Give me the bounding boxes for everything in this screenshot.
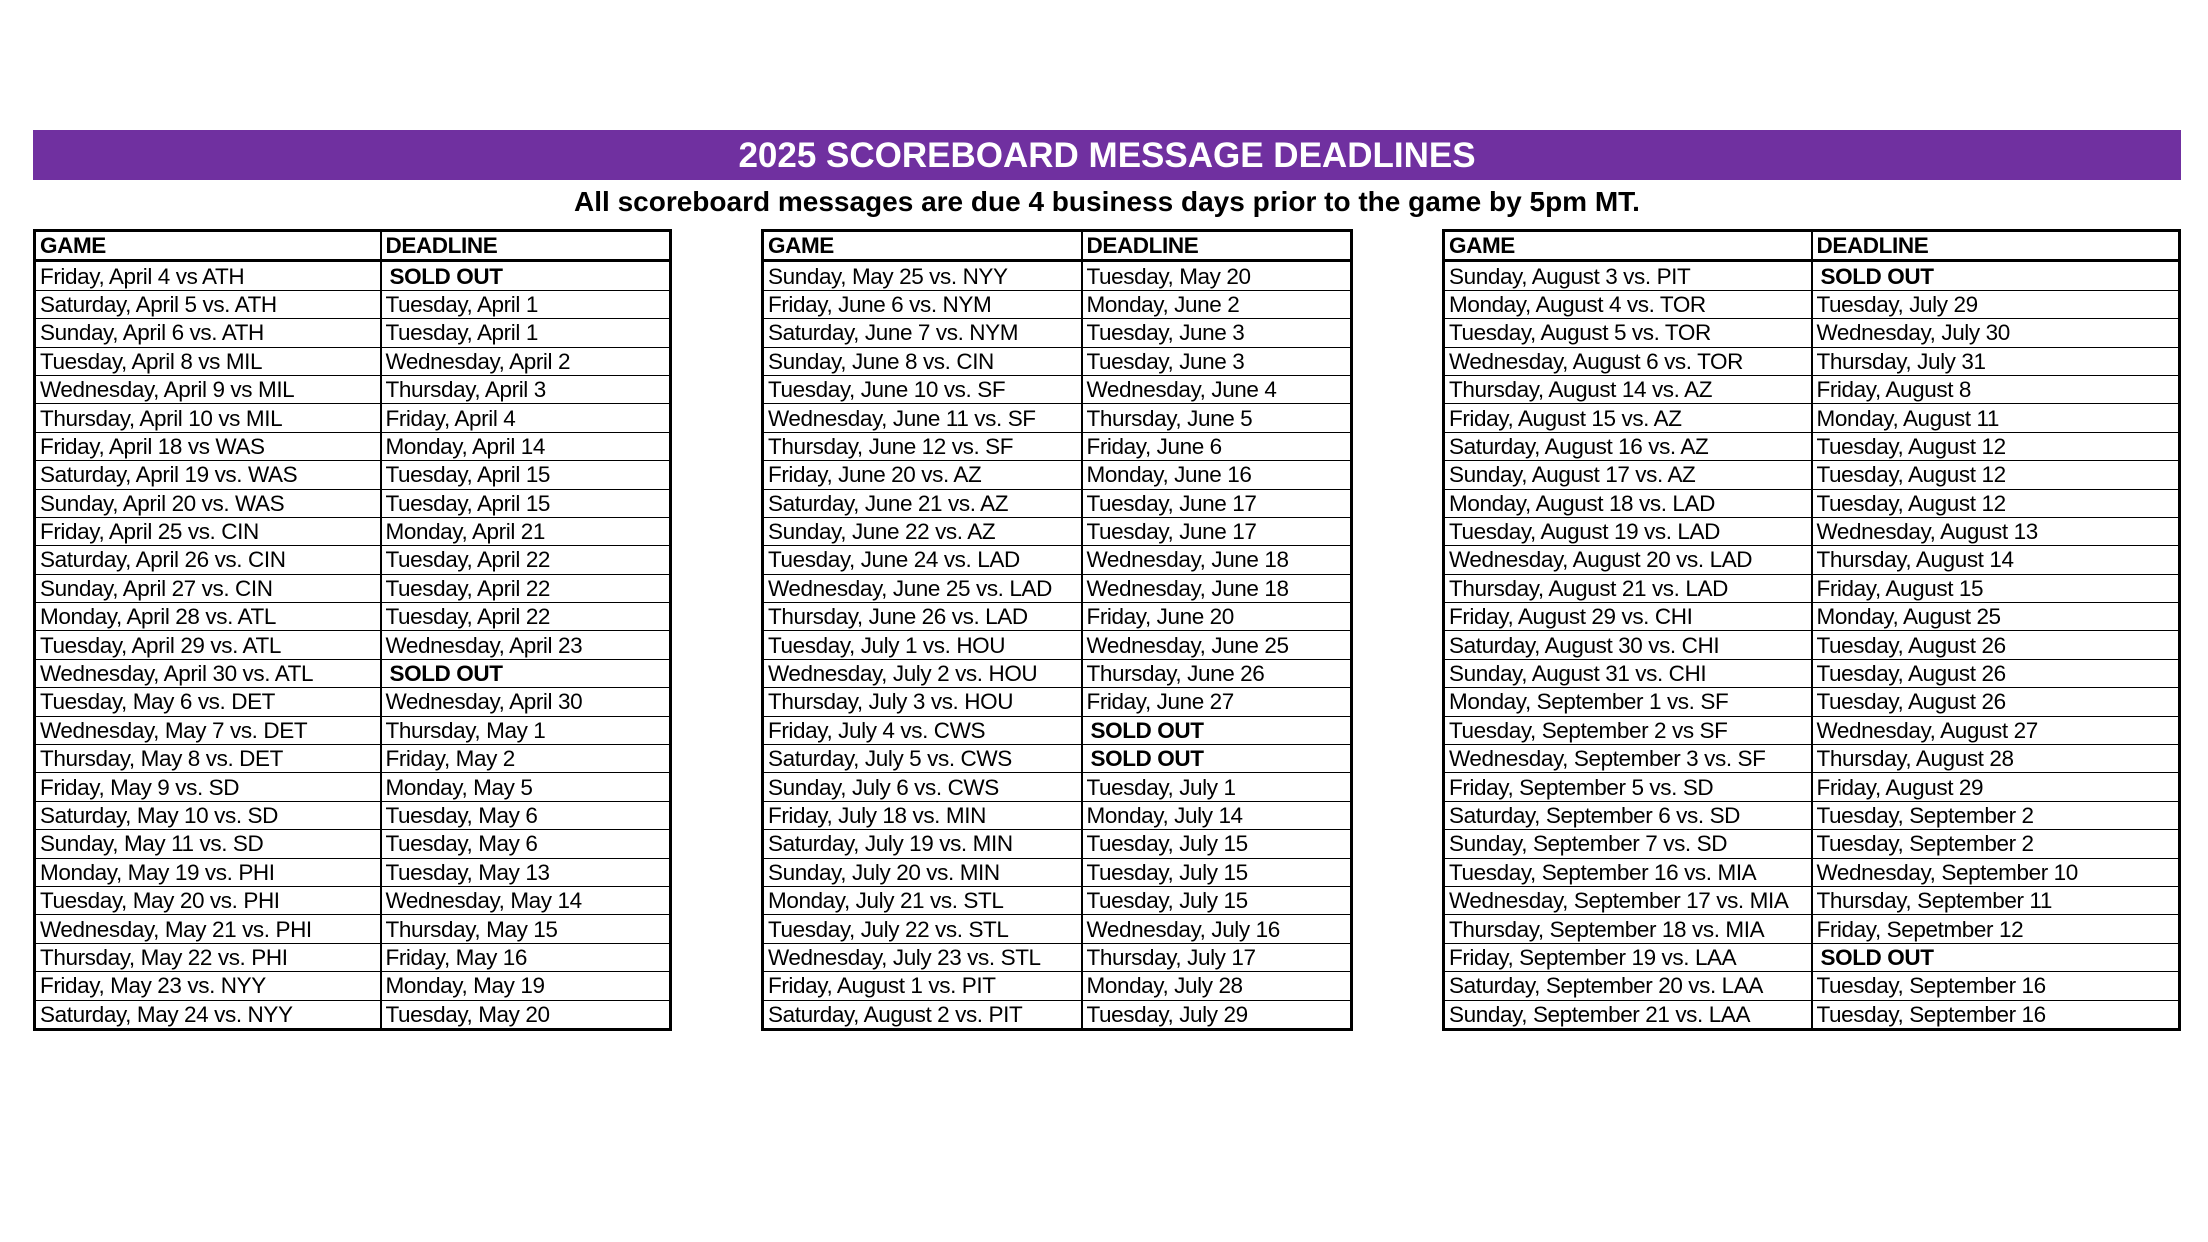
deadline-cell: Thursday, August 28 <box>1812 745 2180 773</box>
deadline-cell: Monday, May 5 <box>381 773 671 801</box>
table-row <box>1444 858 2180 886</box>
deadline-cell: Friday, June 27 <box>1082 688 1352 716</box>
game-cell: Wednesday, June 25 vs. LAD <box>763 574 1082 602</box>
table-row <box>35 773 671 801</box>
deadline-cell: Monday, August 25 <box>1812 603 2180 631</box>
table-row <box>1444 461 2180 489</box>
game-cell: Sunday, August 3 vs. PIT <box>1444 261 1812 290</box>
sold-out-cell: SOLD OUT <box>1082 745 1352 773</box>
table-row <box>1444 972 2180 1000</box>
column-header-deadline: DEADLINE <box>381 231 671 261</box>
deadline-cell: Tuesday, July 29 <box>1812 290 2180 318</box>
deadline-cell: Tuesday, September 16 <box>1812 972 2180 1000</box>
game-cell: Saturday, August 30 vs. CHI <box>1444 631 1812 659</box>
game-cell: Thursday, May 22 vs. PHI <box>35 943 381 971</box>
table-row <box>35 375 671 403</box>
deadline-cell: Friday, Sepetmber 12 <box>1812 915 2180 943</box>
table-row <box>763 375 1352 403</box>
game-cell: Wednesday, May 21 vs. PHI <box>35 915 381 943</box>
deadline-cell: Tuesday, September 2 <box>1812 830 2180 858</box>
game-cell: Wednesday, July 2 vs. HOU <box>763 659 1082 687</box>
game-cell: Saturday, September 20 vs. LAA <box>1444 972 1812 1000</box>
table-row <box>763 659 1352 687</box>
table-row <box>35 461 671 489</box>
game-cell: Friday, June 6 vs. NYM <box>763 290 1082 318</box>
table-row <box>35 517 671 545</box>
game-cell: Saturday, August 16 vs. AZ <box>1444 432 1812 460</box>
deadline-cell: Tuesday, July 15 <box>1082 886 1352 914</box>
column-header-deadline: DEADLINE <box>1082 231 1352 261</box>
deadline-cell: Wednesday, June 4 <box>1082 375 1352 403</box>
table-row <box>763 489 1352 517</box>
deadline-cell: Wednesday, May 14 <box>381 886 671 914</box>
game-cell: Monday, July 21 vs. STL <box>763 886 1082 914</box>
sold-out-cell: SOLD OUT <box>381 261 671 290</box>
game-cell: Saturday, June 21 vs. AZ <box>763 489 1082 517</box>
game-cell: Saturday, September 6 vs. SD <box>1444 801 1812 829</box>
table-row <box>1444 574 2180 602</box>
deadline-cell: Thursday, April 3 <box>381 375 671 403</box>
game-cell: Wednesday, May 7 vs. DET <box>35 716 381 744</box>
deadline-cell: Monday, July 28 <box>1082 972 1352 1000</box>
deadline-cell: Friday, August 8 <box>1812 375 2180 403</box>
table-row <box>763 801 1352 829</box>
game-cell: Wednesday, September 3 vs. SF <box>1444 745 1812 773</box>
game-cell: Tuesday, July 22 vs. STL <box>763 915 1082 943</box>
deadline-cell: Tuesday, August 12 <box>1812 489 2180 517</box>
game-cell: Saturday, July 5 vs. CWS <box>763 745 1082 773</box>
table-row <box>1444 432 2180 460</box>
column-header-game: GAME <box>35 231 381 261</box>
game-cell: Tuesday, September 16 vs. MIA <box>1444 858 1812 886</box>
table-row <box>1444 886 2180 914</box>
game-cell: Sunday, May 11 vs. SD <box>35 830 381 858</box>
deadline-cell: Thursday, August 14 <box>1812 546 2180 574</box>
table-row <box>763 773 1352 801</box>
deadline-cell: Monday, May 19 <box>381 972 671 1000</box>
table-row <box>763 546 1352 574</box>
table-row <box>763 745 1352 773</box>
table-row <box>35 745 671 773</box>
column-header-game: GAME <box>763 231 1082 261</box>
table-row <box>35 1000 671 1029</box>
table-row <box>1444 290 2180 318</box>
game-cell: Tuesday, September 2 vs SF <box>1444 716 1812 744</box>
table-row <box>763 972 1352 1000</box>
deadline-cell: Tuesday, April 1 <box>381 290 671 318</box>
deadline-cell: Monday, June 2 <box>1082 290 1352 318</box>
table-row <box>1444 943 2180 971</box>
game-cell: Friday, April 18 vs WAS <box>35 432 381 460</box>
table-row <box>763 915 1352 943</box>
game-cell: Tuesday, August 19 vs. LAD <box>1444 517 1812 545</box>
deadline-cell: Tuesday, May 20 <box>381 1000 671 1029</box>
game-cell: Sunday, May 25 vs. NYY <box>763 261 1082 290</box>
deadline-cell: Wednesday, April 23 <box>381 631 671 659</box>
table-row <box>1444 319 2180 347</box>
game-cell: Thursday, June 26 vs. LAD <box>763 603 1082 631</box>
table-row <box>1444 517 2180 545</box>
table-row <box>763 319 1352 347</box>
deadline-cell: Tuesday, July 29 <box>1082 1000 1352 1029</box>
game-cell: Wednesday, June 11 vs. SF <box>763 404 1082 432</box>
game-cell: Tuesday, July 1 vs. HOU <box>763 631 1082 659</box>
game-cell: Thursday, June 12 vs. SF <box>763 432 1082 460</box>
deadline-cell: Friday, June 20 <box>1082 603 1352 631</box>
game-cell: Saturday, May 10 vs. SD <box>35 801 381 829</box>
page-subtitle: All scoreboard messages are due 4 business days prior to the game by 5pm MT. <box>574 186 1640 217</box>
table-row <box>763 603 1352 631</box>
deadline-cell: Monday, July 14 <box>1082 801 1352 829</box>
sold-out-cell: SOLD OUT <box>1812 943 2180 971</box>
deadline-cell: Wednesday, June 18 <box>1082 574 1352 602</box>
table-row <box>1444 688 2180 716</box>
game-cell: Sunday, April 27 vs. CIN <box>35 574 381 602</box>
game-cell: Monday, April 28 vs. ATL <box>35 603 381 631</box>
table-row <box>763 943 1352 971</box>
game-cell: Sunday, April 6 vs. ATH <box>35 319 381 347</box>
deadline-cell: Tuesday, May 6 <box>381 801 671 829</box>
table-row <box>763 1000 1352 1029</box>
table-row <box>1444 546 2180 574</box>
deadline-cell: Tuesday, August 12 <box>1812 461 2180 489</box>
table-row <box>35 319 671 347</box>
table-row <box>35 659 671 687</box>
game-cell: Sunday, August 31 vs. CHI <box>1444 659 1812 687</box>
table-row <box>35 261 671 290</box>
deadline-cell: Tuesday, June 17 <box>1082 517 1352 545</box>
deadline-cell: Tuesday, April 1 <box>381 319 671 347</box>
table-row <box>35 858 671 886</box>
game-cell: Friday, April 25 vs. CIN <box>35 517 381 545</box>
table-row <box>1444 716 2180 744</box>
deadline-cell: Friday, August 29 <box>1812 773 2180 801</box>
sold-out-cell: SOLD OUT <box>1812 261 2180 290</box>
table-row <box>763 631 1352 659</box>
game-cell: Thursday, July 3 vs. HOU <box>763 688 1082 716</box>
deadline-cell: Friday, June 6 <box>1082 432 1352 460</box>
game-cell: Thursday, August 21 vs. LAD <box>1444 574 1812 602</box>
deadline-cell: Tuesday, August 26 <box>1812 688 2180 716</box>
table-row <box>1444 261 2180 290</box>
game-cell: Friday, May 9 vs. SD <box>35 773 381 801</box>
game-cell: Monday, August 4 vs. TOR <box>1444 290 1812 318</box>
game-cell: Wednesday, July 23 vs. STL <box>763 943 1082 971</box>
table-row <box>35 489 671 517</box>
table-row <box>1444 375 2180 403</box>
table-row <box>35 546 671 574</box>
deadlines-table-april-may <box>33 229 672 1031</box>
table-row <box>1444 404 2180 432</box>
game-cell: Friday, July 18 vs. MIN <box>763 801 1082 829</box>
deadline-cell: Tuesday, September 2 <box>1812 801 2180 829</box>
deadline-cell: Monday, August 11 <box>1812 404 2180 432</box>
game-cell: Monday, August 18 vs. LAD <box>1444 489 1812 517</box>
table-row <box>763 404 1352 432</box>
table-row <box>1444 603 2180 631</box>
column-header-game: GAME <box>1444 231 1812 261</box>
table-row <box>763 432 1352 460</box>
table-row <box>763 688 1352 716</box>
game-cell: Sunday, September 7 vs. SD <box>1444 830 1812 858</box>
game-cell: Wednesday, April 9 vs MIL <box>35 375 381 403</box>
deadline-cell: Tuesday, April 22 <box>381 546 671 574</box>
game-cell: Wednesday, August 6 vs. TOR <box>1444 347 1812 375</box>
table-row <box>1444 631 2180 659</box>
deadlines-table-august-september <box>1442 229 2181 1031</box>
deadline-cell: Wednesday, June 18 <box>1082 546 1352 574</box>
game-cell: Sunday, June 22 vs. AZ <box>763 517 1082 545</box>
deadline-cell: Thursday, May 15 <box>381 915 671 943</box>
deadline-cell: Tuesday, June 17 <box>1082 489 1352 517</box>
table-row <box>35 603 671 631</box>
deadline-cell: Thursday, July 31 <box>1812 347 2180 375</box>
table-row <box>763 517 1352 545</box>
deadline-cell: Friday, April 4 <box>381 404 671 432</box>
table-row <box>763 886 1352 914</box>
deadline-cell: Thursday, May 1 <box>381 716 671 744</box>
table-row <box>35 404 671 432</box>
table-header-row <box>35 231 671 261</box>
table-row <box>35 574 671 602</box>
table-row <box>35 716 671 744</box>
game-cell: Friday, May 23 vs. NYY <box>35 972 381 1000</box>
deadline-cell: Wednesday, September 10 <box>1812 858 2180 886</box>
game-cell: Friday, September 19 vs. LAA <box>1444 943 1812 971</box>
table-row <box>763 290 1352 318</box>
table-row <box>763 261 1352 290</box>
game-cell: Saturday, April 19 vs. WAS <box>35 461 381 489</box>
table-row <box>1444 915 2180 943</box>
game-cell: Saturday, April 5 vs. ATH <box>35 290 381 318</box>
deadline-cell: Wednesday, April 2 <box>381 347 671 375</box>
game-cell: Thursday, May 8 vs. DET <box>35 745 381 773</box>
deadline-cell: Wednesday, August 13 <box>1812 517 2180 545</box>
game-cell: Saturday, June 7 vs. NYM <box>763 319 1082 347</box>
game-cell: Saturday, May 24 vs. NYY <box>35 1000 381 1029</box>
table-row <box>763 858 1352 886</box>
game-cell: Thursday, September 18 vs. MIA <box>1444 915 1812 943</box>
deadline-cell: Tuesday, May 6 <box>381 830 671 858</box>
table-row <box>1444 801 2180 829</box>
deadline-cell: Tuesday, August 26 <box>1812 659 2180 687</box>
game-cell: Tuesday, May 20 vs. PHI <box>35 886 381 914</box>
deadline-cell: Wednesday, August 27 <box>1812 716 2180 744</box>
table-row <box>1444 347 2180 375</box>
game-cell: Wednesday, September 17 vs. MIA <box>1444 886 1812 914</box>
deadline-cell: Monday, June 16 <box>1082 461 1352 489</box>
game-cell: Tuesday, April 29 vs. ATL <box>35 631 381 659</box>
table-row <box>1444 773 2180 801</box>
table-row <box>35 886 671 914</box>
game-cell: Sunday, June 8 vs. CIN <box>763 347 1082 375</box>
deadline-cell: Friday, May 16 <box>381 943 671 971</box>
table-row <box>35 943 671 971</box>
game-cell: Tuesday, May 6 vs. DET <box>35 688 381 716</box>
game-cell: Monday, May 19 vs. PHI <box>35 858 381 886</box>
table-row <box>35 915 671 943</box>
game-cell: Sunday, July 20 vs. MIN <box>763 858 1082 886</box>
table-row <box>763 347 1352 375</box>
game-cell: Saturday, April 26 vs. CIN <box>35 546 381 574</box>
table-row <box>35 432 671 460</box>
deadline-cell: Thursday, June 5 <box>1082 404 1352 432</box>
deadline-cell: Tuesday, April 15 <box>381 489 671 517</box>
deadline-cell: Tuesday, April 15 <box>381 461 671 489</box>
game-cell: Friday, August 1 vs. PIT <box>763 972 1082 1000</box>
deadline-cell: Tuesday, August 12 <box>1812 432 2180 460</box>
table-row <box>35 830 671 858</box>
deadline-cell: Wednesday, July 30 <box>1812 319 2180 347</box>
game-cell: Saturday, July 19 vs. MIN <box>763 830 1082 858</box>
game-cell: Friday, August 29 vs. CHI <box>1444 603 1812 631</box>
game-cell: Friday, June 20 vs. AZ <box>763 461 1082 489</box>
deadline-cell: Tuesday, June 3 <box>1082 347 1352 375</box>
deadline-cell: Tuesday, July 15 <box>1082 830 1352 858</box>
table-row <box>1444 659 2180 687</box>
deadline-cell: Tuesday, May 13 <box>381 858 671 886</box>
game-cell: Sunday, September 21 vs. LAA <box>1444 1000 1812 1029</box>
table-row <box>35 631 671 659</box>
game-cell: Tuesday, June 24 vs. LAD <box>763 546 1082 574</box>
game-cell: Thursday, August 14 vs. AZ <box>1444 375 1812 403</box>
deadline-cell: Tuesday, September 16 <box>1812 1000 2180 1029</box>
deadline-cell: Tuesday, April 22 <box>381 574 671 602</box>
game-cell: Tuesday, June 10 vs. SF <box>763 375 1082 403</box>
table-row <box>35 688 671 716</box>
deadline-cell: Friday, May 2 <box>381 745 671 773</box>
game-cell: Sunday, July 6 vs. CWS <box>763 773 1082 801</box>
table-header-row <box>1444 231 2180 261</box>
table-row <box>763 461 1352 489</box>
deadline-cell: Tuesday, August 26 <box>1812 631 2180 659</box>
game-cell: Tuesday, August 5 vs. TOR <box>1444 319 1812 347</box>
deadline-cell: Wednesday, April 30 <box>381 688 671 716</box>
column-header-deadline: DEADLINE <box>1812 231 2180 261</box>
deadline-cell: Tuesday, July 1 <box>1082 773 1352 801</box>
table-row <box>35 347 671 375</box>
deadline-cell: Wednesday, July 16 <box>1082 915 1352 943</box>
sold-out-cell: SOLD OUT <box>1082 716 1352 744</box>
deadline-cell: Friday, August 15 <box>1812 574 2180 602</box>
table-row <box>763 830 1352 858</box>
table-row <box>1444 745 2180 773</box>
table-row <box>1444 830 2180 858</box>
table-row <box>35 972 671 1000</box>
table-row <box>763 574 1352 602</box>
game-cell: Thursday, April 10 vs MIL <box>35 404 381 432</box>
deadline-cell: Monday, April 21 <box>381 517 671 545</box>
page-title: 2025 SCOREBOARD MESSAGE DEADLINES <box>33 130 2181 180</box>
deadline-cell: Tuesday, July 15 <box>1082 858 1352 886</box>
table-row <box>35 801 671 829</box>
game-cell: Friday, April 4 vs ATH <box>35 261 381 290</box>
game-cell: Monday, September 1 vs. SF <box>1444 688 1812 716</box>
game-cell: Friday, July 4 vs. CWS <box>763 716 1082 744</box>
deadline-cell: Thursday, June 26 <box>1082 659 1352 687</box>
table-row <box>1444 1000 2180 1029</box>
game-cell: Saturday, August 2 vs. PIT <box>763 1000 1082 1029</box>
game-cell: Tuesday, April 8 vs MIL <box>35 347 381 375</box>
deadline-cell: Tuesday, June 3 <box>1082 319 1352 347</box>
table-row <box>35 290 671 318</box>
game-cell: Friday, September 5 vs. SD <box>1444 773 1812 801</box>
table-row <box>1444 489 2180 517</box>
table-row <box>763 716 1352 744</box>
table-header-row <box>763 231 1352 261</box>
game-cell: Friday, August 15 vs. AZ <box>1444 404 1812 432</box>
deadline-cell: Wednesday, June 25 <box>1082 631 1352 659</box>
deadline-cell: Monday, April 14 <box>381 432 671 460</box>
game-cell: Sunday, August 17 vs. AZ <box>1444 461 1812 489</box>
deadline-cell: Tuesday, April 22 <box>381 603 671 631</box>
deadlines-table-may-august <box>761 229 1353 1031</box>
game-cell: Wednesday, August 20 vs. LAD <box>1444 546 1812 574</box>
deadline-cell: Thursday, September 11 <box>1812 886 2180 914</box>
deadline-cell: Thursday, July 17 <box>1082 943 1352 971</box>
sold-out-cell: SOLD OUT <box>381 659 671 687</box>
deadline-cell: Tuesday, May 20 <box>1082 261 1352 290</box>
game-cell: Wednesday, April 30 vs. ATL <box>35 659 381 687</box>
game-cell: Sunday, April 20 vs. WAS <box>35 489 381 517</box>
